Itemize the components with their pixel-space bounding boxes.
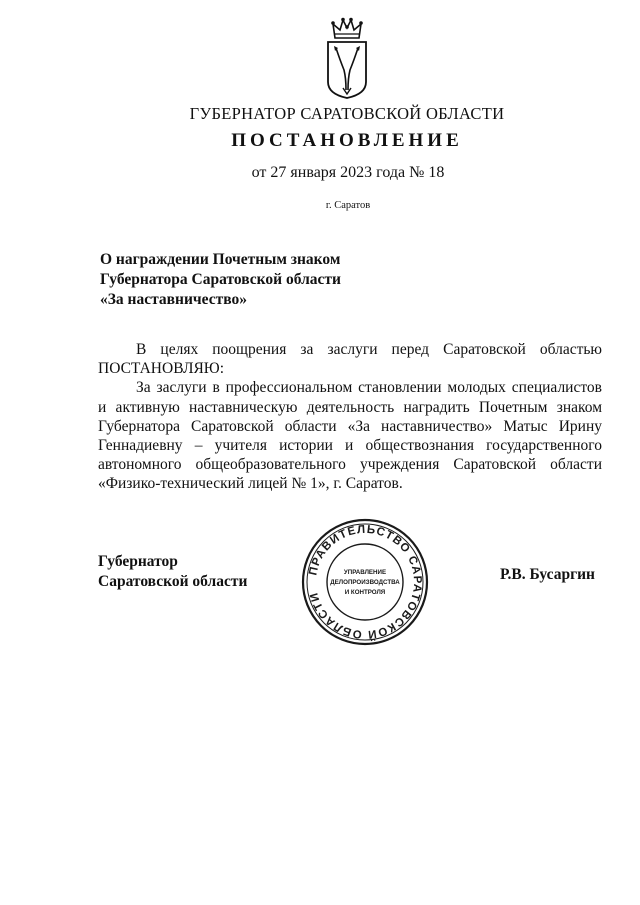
document-subject (100, 250, 400, 310)
body-line: Губернатора Саратовской области «За наставничество» Матыс Ирину (98, 417, 602, 435)
body-line: автономного общеобразовательного учреждения Саратовской области (98, 456, 602, 474)
stamp-center-line: ДЕЛОПРОИЗВОДСТВА (330, 579, 400, 586)
subject-line: Губернатора Саратовской области (100, 271, 341, 288)
document-type: ПОСТАНОВЛЕНИЕ (231, 130, 463, 151)
signatory-title-line: Саратовской области (98, 573, 248, 590)
official-stamp (300, 517, 430, 647)
document-date-number: от 27 января 2023 года № 18 (251, 164, 445, 181)
document-body (98, 340, 602, 494)
signatory-title-line: Губернатор (98, 553, 178, 570)
body-line: За заслуги в профессиональном становлении молодых специалистов (136, 379, 602, 397)
signatory-name: Р.В. Бусаргин (500, 566, 595, 583)
subject-line: «За наставничество» (100, 291, 247, 308)
issuing-authority: ГУБЕРНАТОР САРАТОВСКОЙ ОБЛАСТИ (189, 104, 505, 123)
body-line: «Физико-технический лицей № 1», г. Саратов. (98, 475, 403, 493)
subject-line: О награждении Почетным знаком (100, 251, 341, 268)
body-line: Геннадиевну – учителя истории и обществознания государственного (98, 437, 602, 455)
signatory-title (98, 552, 247, 592)
preamble-text: В целях поощрения за заслуги перед Саратовской областью (136, 341, 602, 358)
stamp-center-line: И КОНТРОЛЯ (344, 589, 386, 596)
stamp-center-line: УПРАВЛЕНИЕ (343, 569, 387, 576)
decree-word: ПОСТАНОВЛЯЮ: (98, 360, 225, 378)
body-line: и активную наставническую деятельность наградить Почетным знаком (98, 398, 602, 416)
saratov-coat-of-arms-icon (322, 16, 372, 100)
stamp-ring-text: ПРАВИТЕЛЬСТВО САРАТОВСКОЙ ОБЛАСТИ (307, 523, 424, 641)
document-city: г. Саратов (325, 200, 371, 211)
